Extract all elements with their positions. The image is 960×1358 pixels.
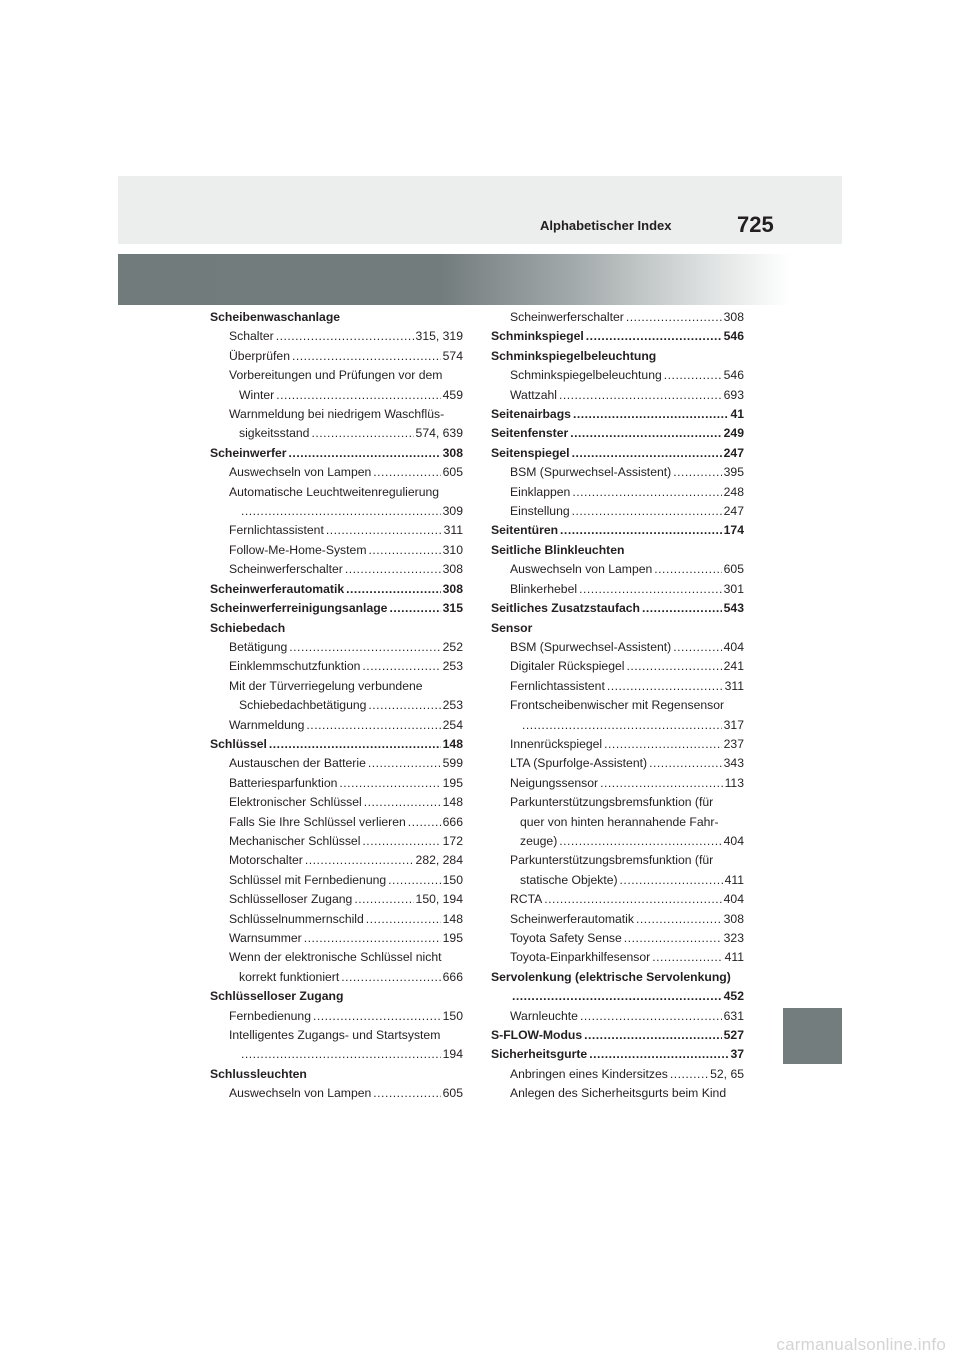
index-entry xyxy=(491,308,744,327)
page-reference: 605 xyxy=(442,465,463,480)
index-entry xyxy=(210,793,463,812)
index-entry xyxy=(491,560,744,579)
page-reference: 546 xyxy=(723,368,744,383)
page-reference: 247 xyxy=(723,504,744,519)
index-term: Überprüfen xyxy=(229,348,290,363)
index-entry xyxy=(491,1045,744,1064)
index-entry xyxy=(491,327,744,346)
page-reference: 194 xyxy=(442,1047,463,1062)
dot-leader xyxy=(341,968,440,987)
dot-leader xyxy=(572,502,722,521)
index-term: Fernlichtassistent xyxy=(510,678,605,693)
page-reference: 574, 639 xyxy=(415,426,463,441)
index-term: Schlüssel xyxy=(210,736,267,751)
index-column-left xyxy=(210,308,463,1104)
dot-leader xyxy=(572,444,722,463)
index-entry xyxy=(491,1065,744,1084)
dot-leader xyxy=(600,774,722,793)
index-term: Anlegen des Sicherheitsgurts beim Kind xyxy=(510,1086,727,1101)
index-entry xyxy=(210,948,463,967)
page-reference: 150 xyxy=(442,872,463,887)
index-entry xyxy=(491,1084,744,1103)
dot-leader xyxy=(276,327,414,346)
page-reference: 172 xyxy=(442,833,463,848)
index-term: Mechanischer Schlüssel xyxy=(229,833,361,848)
dot-leader xyxy=(306,716,440,735)
dot-leader xyxy=(636,910,722,929)
dot-leader xyxy=(570,424,721,443)
index-entry xyxy=(491,968,744,987)
page-reference: 543 xyxy=(723,601,744,616)
index-entry xyxy=(210,502,463,521)
index-entry xyxy=(491,424,744,443)
page-reference: 693 xyxy=(723,387,744,402)
dot-leader xyxy=(326,521,442,540)
index-entry xyxy=(210,1084,463,1103)
index-term: Blinkerhebel xyxy=(510,581,578,596)
index-term: Innenrückspiegel xyxy=(510,736,603,751)
index-term: Sensor xyxy=(491,620,533,635)
dot-leader xyxy=(544,890,721,909)
index-term: Einklappen xyxy=(510,484,571,499)
index-entry xyxy=(491,871,744,890)
index-term: Anbringen eines Kindersitzes xyxy=(510,1066,668,1081)
dot-leader xyxy=(289,638,440,657)
page-reference: 253 xyxy=(442,698,463,713)
index-term: S-FLOW-Modus xyxy=(491,1028,583,1043)
index-entry xyxy=(210,910,463,929)
index-term: Scheinwerferautomatik xyxy=(510,911,634,926)
page-reference: 315, 319 xyxy=(415,329,463,344)
dot-leader xyxy=(586,327,722,346)
index-entry xyxy=(210,1026,463,1045)
page-reference: 599 xyxy=(442,756,463,771)
index-term: Schlüsselnummernschild xyxy=(229,911,364,926)
dot-leader xyxy=(311,424,413,443)
index-term: quer von hinten herannahende Fahr- xyxy=(520,814,719,829)
dot-leader xyxy=(346,580,441,599)
dot-leader xyxy=(560,521,722,540)
page-reference: 282, 284 xyxy=(415,853,463,868)
dot-leader xyxy=(620,871,723,890)
index-entry xyxy=(491,405,744,424)
index-entry xyxy=(491,832,744,851)
dot-leader xyxy=(589,1045,728,1064)
index-entry xyxy=(210,405,463,424)
page-reference: 315 xyxy=(442,601,463,616)
page-reference: 411 xyxy=(724,950,744,965)
index-term: Scheinwerferschalter xyxy=(229,562,343,577)
dot-leader xyxy=(607,677,723,696)
page-reference: 195 xyxy=(442,775,463,790)
page-reference: 41 xyxy=(730,407,744,422)
index-term: Frontscheibenwischer mit Regensensor xyxy=(510,698,725,713)
index-entry xyxy=(210,638,463,657)
page-reference: 150 xyxy=(442,1008,463,1023)
index-entry xyxy=(210,774,463,793)
index-entry xyxy=(210,657,463,676)
index-entry xyxy=(491,948,744,967)
page-reference: 666 xyxy=(442,969,463,984)
index-entry xyxy=(210,444,463,463)
index-entry xyxy=(210,832,463,851)
index-entry xyxy=(210,871,463,890)
page-reference: 631 xyxy=(723,1008,744,1023)
dot-leader xyxy=(339,774,440,793)
page-reference: 52, 65 xyxy=(710,1066,744,1081)
index-term: Toyota Safety Sense xyxy=(510,931,622,945)
page-reference: 574 xyxy=(442,348,463,363)
index-term: Digitaler Rückspiegel xyxy=(510,659,625,674)
page-reference: 148 xyxy=(442,736,463,751)
page-reference: 546 xyxy=(723,329,744,344)
index-term: sigkeitsstand xyxy=(239,426,310,441)
index-entry xyxy=(491,735,744,754)
index-term: Sicherheitsgurte xyxy=(491,1047,588,1062)
index-entry xyxy=(491,677,744,696)
page-reference: 317 xyxy=(723,717,744,732)
dot-leader xyxy=(362,657,440,676)
dot-leader xyxy=(624,929,722,948)
index-term: korrekt funktioniert xyxy=(239,969,340,984)
index-term: BSM (Spurwechsel-Assistent) xyxy=(510,465,672,480)
dot-leader xyxy=(512,987,722,1006)
index-entry xyxy=(210,677,463,696)
page-reference: 148 xyxy=(442,795,463,810)
index-term: Parkunterstützungsbremsfunktion (für xyxy=(510,853,714,868)
page-reference: 527 xyxy=(723,1028,744,1043)
footer-watermark: carmanualsonline.info xyxy=(776,1335,946,1354)
index-entry xyxy=(491,910,744,929)
page-reference: 252 xyxy=(442,639,463,654)
index-column-right xyxy=(491,308,744,1104)
index-term: Seitliche Blinkleuchten xyxy=(491,542,625,557)
index-term: Einklemmschutzfunktion xyxy=(229,659,361,674)
index-entry xyxy=(491,851,744,870)
dot-leader xyxy=(373,463,440,482)
index-entry xyxy=(491,929,744,948)
index-entry xyxy=(491,813,744,832)
index-term: Scheinwerfer xyxy=(210,445,287,460)
index-entry xyxy=(210,716,463,735)
dot-leader xyxy=(304,929,441,948)
index-term: statische Objekte) xyxy=(520,872,618,887)
index-term: BSM (Spurwechsel-Assistent) xyxy=(510,639,672,654)
page-reference: 308 xyxy=(723,911,744,926)
index-entry xyxy=(210,929,463,948)
index-entry xyxy=(210,327,463,346)
page-reference: 195 xyxy=(442,931,463,945)
index-entry xyxy=(491,619,744,638)
page-reference: 311 xyxy=(443,523,463,538)
index-term: Auswechseln von Lampen xyxy=(510,562,653,577)
index-term: Mit der Türverriegelung verbundene xyxy=(229,678,423,693)
page-reference: 308 xyxy=(442,581,463,596)
index-term: Schiebedachbetätigung xyxy=(239,698,367,713)
index-entry xyxy=(210,580,463,599)
dot-leader xyxy=(389,599,440,618)
page-reference: 404 xyxy=(723,639,744,654)
index-entry xyxy=(491,541,744,560)
dot-leader xyxy=(345,560,441,579)
thumb-index-tab xyxy=(783,1008,842,1064)
index-term: Schlussleuchten xyxy=(210,1066,307,1081)
page-reference: 404 xyxy=(723,833,744,848)
page-reference: 301 xyxy=(723,581,744,596)
index-term: Auswechseln von Lampen xyxy=(229,465,372,480)
dot-leader xyxy=(408,813,441,832)
index-term: Scheinwerferreinigungsanlage xyxy=(210,601,388,616)
index-entry xyxy=(210,463,463,482)
index-entry xyxy=(210,890,463,909)
index-entry xyxy=(491,1026,744,1045)
index-entry xyxy=(491,347,744,366)
index-term: Follow-Me-Home-System xyxy=(229,542,367,557)
dot-leader xyxy=(673,463,721,482)
index-term: Schlüsselloser Zugang xyxy=(210,989,344,1004)
index-term: Warnleuchte xyxy=(510,1008,578,1023)
index-entry xyxy=(210,1007,463,1026)
index-entry xyxy=(491,657,744,676)
dot-leader xyxy=(305,851,414,870)
dot-leader xyxy=(522,716,722,735)
index-entry xyxy=(210,696,463,715)
page-reference: 254 xyxy=(442,717,463,732)
section-title: Alphabetischer Index xyxy=(540,218,672,233)
dot-leader xyxy=(642,599,722,618)
index-term: Winter xyxy=(239,387,275,402)
page-reference: 237 xyxy=(723,736,744,751)
dot-leader xyxy=(654,560,721,579)
index-entry xyxy=(210,968,463,987)
index-entry xyxy=(491,987,744,1006)
page-reference: 310 xyxy=(442,542,463,557)
index-term: zeuge) xyxy=(520,833,558,848)
page-reference: 311 xyxy=(724,678,744,693)
index-entry xyxy=(210,521,463,540)
dot-leader xyxy=(366,910,441,929)
dot-leader xyxy=(276,386,440,405)
dot-leader xyxy=(368,754,441,773)
index-term: Intelligentes Zugangs- und Startsystem xyxy=(229,1028,441,1043)
index-entry xyxy=(210,987,463,1006)
index-term: Scheinwerferschalter xyxy=(510,310,624,324)
index-term: Schlüssel mit Fernbedienung xyxy=(229,872,387,887)
index-entry xyxy=(210,1065,463,1084)
page-reference: 241 xyxy=(723,659,744,674)
index-entry xyxy=(491,366,744,385)
index-term: Elektronischer Schlüssel xyxy=(229,795,362,810)
index-entry xyxy=(210,851,463,870)
page-reference: 308 xyxy=(442,445,463,460)
dot-leader xyxy=(269,735,441,754)
dot-leader xyxy=(670,1065,708,1084)
page-reference: 452 xyxy=(723,989,744,1004)
index-term: Motorschalter xyxy=(229,853,303,868)
index-term: Parkunterstützungsbremsfunktion (für xyxy=(510,795,714,810)
index-term: Betätigung xyxy=(229,639,288,654)
index-term: Warnmeldung xyxy=(229,717,305,732)
index-term: Austauschen der Batterie xyxy=(229,756,366,771)
index-term: Fernlichtassistent xyxy=(229,523,324,538)
index-term: Schlüsselloser Zugang xyxy=(229,892,353,907)
index-entry xyxy=(210,424,463,443)
page-reference: 150, 194 xyxy=(415,892,463,907)
index-entry xyxy=(491,444,744,463)
index-term: Schiebedach xyxy=(210,620,286,635)
dot-leader xyxy=(292,347,441,366)
index-entry xyxy=(210,541,463,560)
index-entry xyxy=(491,580,744,599)
index-term: Warnsummer xyxy=(229,931,302,945)
index-entry xyxy=(491,483,744,502)
dot-leader xyxy=(649,754,722,773)
dot-leader xyxy=(626,657,721,676)
dot-leader xyxy=(289,444,441,463)
page-reference: 308 xyxy=(723,310,744,324)
index-entry xyxy=(210,599,463,618)
index-term: Schminkspiegelbeleuchtung xyxy=(510,368,662,383)
header-band xyxy=(118,176,842,244)
index-term: Schalter xyxy=(229,329,274,344)
index-term: LTA (Spurfolge-Assistent) xyxy=(510,756,648,771)
index-entry xyxy=(210,735,463,754)
decorative-gradient-band xyxy=(118,254,790,305)
index-entry xyxy=(491,716,744,735)
dot-leader xyxy=(559,386,722,405)
index-term: Scheinwerferautomatik xyxy=(210,581,345,596)
index-entry xyxy=(491,463,744,482)
index-term: Automatische Leuchtweitenregulierung xyxy=(229,484,440,499)
dot-leader xyxy=(584,1026,722,1045)
dot-leader xyxy=(559,832,721,851)
dot-leader xyxy=(579,580,722,599)
dot-leader xyxy=(354,890,413,909)
dot-leader xyxy=(362,832,440,851)
index-entry xyxy=(491,502,744,521)
page-reference: 249 xyxy=(723,426,744,441)
page-reference: 343 xyxy=(723,756,744,771)
index-entry xyxy=(210,347,463,366)
page-reference: 395 xyxy=(723,465,744,480)
page-reference: 248 xyxy=(723,484,744,499)
index-entry xyxy=(491,521,744,540)
index-term: Scheibenwaschanlage xyxy=(210,310,341,324)
page-reference: 253 xyxy=(442,659,463,674)
index-entry xyxy=(210,386,463,405)
index-term: Schminkspiegel xyxy=(491,329,584,344)
page-reference: 666 xyxy=(442,814,463,829)
index-entry xyxy=(210,308,463,327)
index-entry xyxy=(491,599,744,618)
dot-leader xyxy=(388,871,440,890)
index-term: RCTA xyxy=(510,892,543,907)
index-term: Vorbereitungen und Prüfungen vor dem xyxy=(229,368,443,383)
index-entry xyxy=(210,483,463,502)
index-term: Seitenspiegel xyxy=(491,445,570,460)
index-term: Falls Sie Ihre Schlüssel verlieren xyxy=(229,814,406,829)
index-entry xyxy=(491,754,744,773)
dot-leader xyxy=(572,483,721,502)
page-reference: 605 xyxy=(723,562,744,577)
page-reference: 404 xyxy=(723,892,744,907)
dot-leader xyxy=(580,1007,722,1026)
dot-leader xyxy=(241,1045,441,1064)
index-entry xyxy=(210,619,463,638)
dot-leader xyxy=(604,735,722,754)
index-entry xyxy=(491,1007,744,1026)
dot-leader xyxy=(652,948,722,967)
index-term: Fernbedienung xyxy=(229,1008,311,1023)
index-term: Seitentüren xyxy=(491,523,559,538)
index-term: Toyota-Einparkhilfesensor xyxy=(510,950,651,965)
index-term: Batteriesparfunktion xyxy=(229,775,338,790)
dot-leader xyxy=(626,308,722,327)
index-entry xyxy=(210,560,463,579)
page-reference: 113 xyxy=(724,775,744,790)
index-entry xyxy=(491,696,744,715)
dot-leader xyxy=(241,502,441,521)
dot-leader xyxy=(664,366,722,385)
page-reference: 323 xyxy=(723,931,744,945)
index-entry xyxy=(491,890,744,909)
dot-leader xyxy=(364,793,441,812)
index-term: Schminkspiegelbeleuchtung xyxy=(491,348,657,363)
page-reference: 174 xyxy=(723,523,744,538)
index-term: Warnmeldung bei niedrigem Waschflüs- xyxy=(229,407,445,422)
dot-leader xyxy=(573,405,729,424)
index-term: Seitliches Zusatzstaufach xyxy=(491,601,641,616)
page-number: 725 xyxy=(737,212,774,237)
page-reference: 411 xyxy=(724,872,744,887)
dot-leader xyxy=(373,1084,440,1103)
index-entry xyxy=(210,366,463,385)
page-reference: 148 xyxy=(442,911,463,926)
dot-leader xyxy=(313,1007,441,1026)
page-reference: 459 xyxy=(442,387,463,402)
page-reference: 308 xyxy=(442,562,463,577)
index-term: Seitenairbags xyxy=(491,407,571,422)
dot-leader xyxy=(673,638,721,657)
index-entry xyxy=(491,793,744,812)
page-reference: 605 xyxy=(442,1086,463,1101)
index-entry xyxy=(491,638,744,657)
page-reference: 247 xyxy=(723,445,744,460)
index-entry xyxy=(491,774,744,793)
index-term: Servolenkung (elektrische Servolenkung) xyxy=(491,969,731,984)
index-term: Wattzahl xyxy=(510,387,557,402)
index-term: Neigungssensor xyxy=(510,775,599,790)
dot-leader xyxy=(368,696,440,715)
index-entry xyxy=(210,754,463,773)
index-term: Auswechseln von Lampen xyxy=(229,1086,372,1101)
index-term: Seitenfenster xyxy=(491,426,569,441)
index-entry xyxy=(210,1045,463,1064)
index-term: Wenn der elektronische Schlüssel nicht xyxy=(229,950,442,965)
page-reference: 309 xyxy=(442,504,463,519)
index-entry xyxy=(491,386,744,405)
index-term: Einstellung xyxy=(510,504,570,519)
index-entry xyxy=(210,813,463,832)
dot-leader xyxy=(368,541,440,560)
page-reference: 37 xyxy=(730,1047,744,1062)
